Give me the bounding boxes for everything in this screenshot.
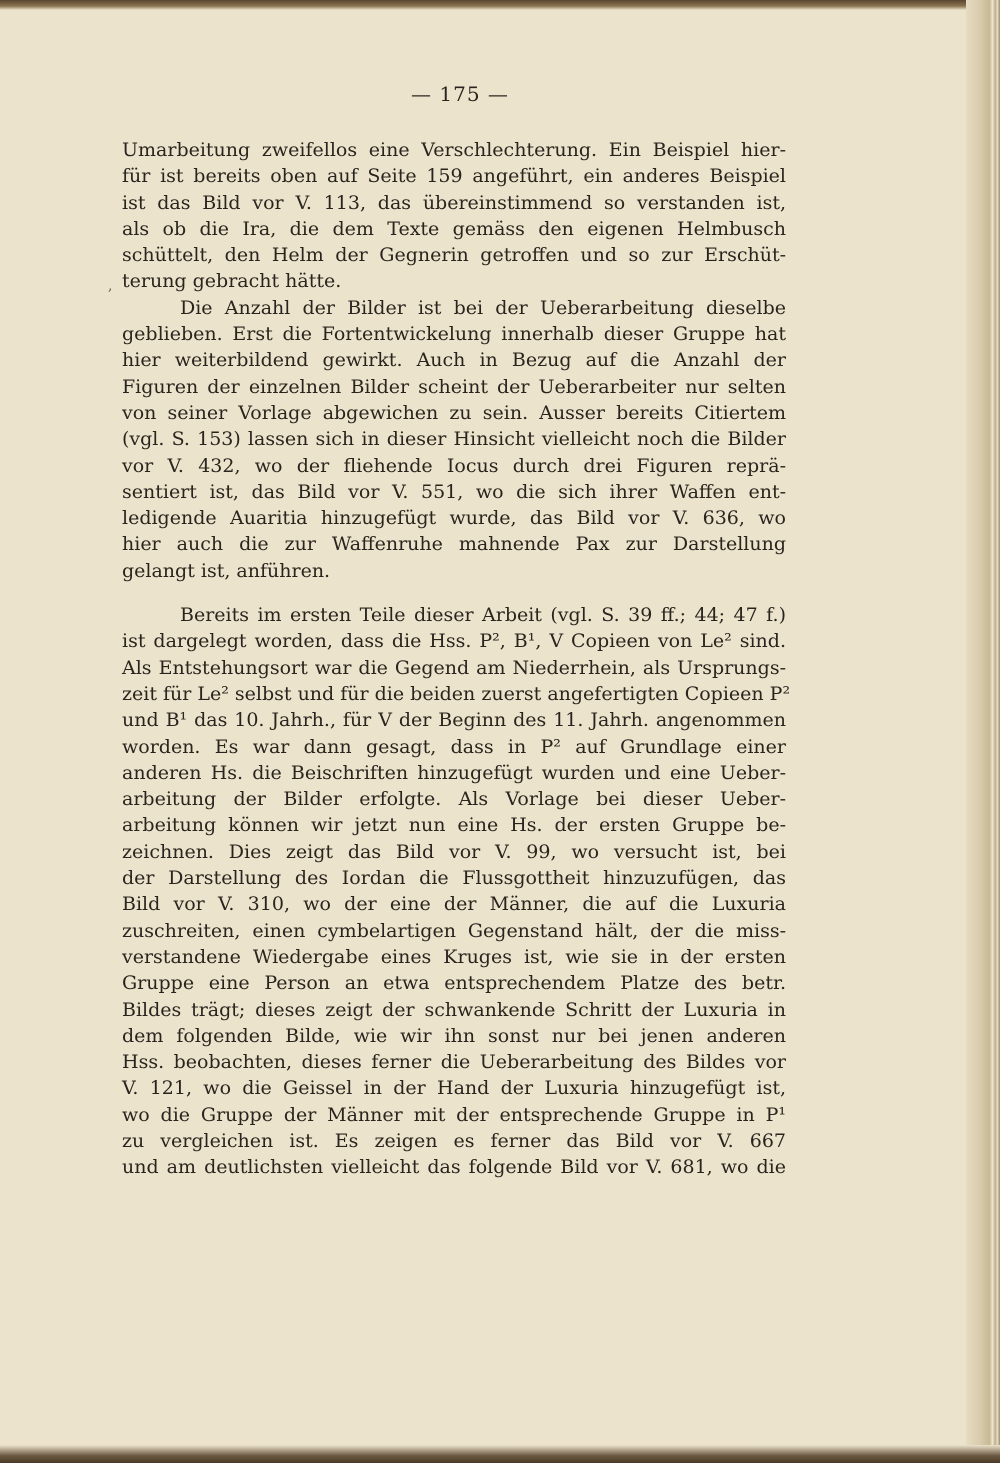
text-line: sentiert ist, das Bild vor V. 551, wo die sich ihrer Waffen ent- [122,480,786,503]
paragraph-gap [122,584,786,602]
text-line: schüttelt, den Helm der Gegnerin getroffen und so zur Erschüt- [122,244,786,267]
text-line: verstandene Wiedergabe eines Kruges ist, wie sie in der ersten [122,945,786,968]
page-number: — 175 — [411,82,509,106]
text-line: hier weiterbildend gewirkt. Auch in Bezug auf die Anzahl der [122,349,786,372]
text-line: (vgl. S. 153) lassen sich in dieser Hinsicht vielleicht noch die Bilder [122,428,786,451]
text-line: arbeitung können wir jetzt nun eine Hs. der ersten Gruppe be- [122,814,786,837]
text-line: für ist bereits oben auf Seite 159 angeführt, ein anderes Beispiel [122,165,786,188]
text-line: zeit für Le² selbst und für die beiden zuerst angefertigten Copieen P² [122,682,791,705]
text-line: Als Entstehungsort war die Gegend am Niederrhein, als Ursprungs- [122,656,786,679]
text-line: Umarbeitung zweifellos eine Verschlechterung. Ein Beispiel hier- [122,139,786,161]
margin-mark: , [108,278,113,294]
text-line: ist das Bild vor V. 113, das übereinstimmend so verstanden ist, [122,191,786,214]
page-bottom-edge [0,1445,1000,1463]
text-line: von seiner Vorlage abgewichen zu sein. Ausser bereits Citiertem [122,401,786,424]
text-line: worden. Es war dann gesagt, dass in P² auf Grundlage einer [122,735,786,758]
text-line: dem folgenden Bilde, wie wir ihn sonst nur bei jenen anderen [122,1024,786,1047]
text-line: Hss. beobachten, dieses ferner die Ueberarbeitung des Bildes vor [122,1051,786,1074]
text-line: terung gebracht hätte. [122,270,342,293]
text-line: geblieben. Erst die Fortentwickelung innerhalb dieser Gruppe hat [122,323,786,346]
text-line: der Darstellung des Iordan die Flussgottheit hinzuzufügen, das [122,867,786,890]
text-line: und am deutlichsten vielleicht das folgende Bild vor V. 681, wo die [122,1156,786,1179]
page-fore-edge [966,0,1000,1463]
text-line: Bild vor V. 310, wo der eine der Männer, die auf die Luxuria [122,893,786,916]
text-line: als ob die Ira, die dem Texte gemäss den eigenen Helmbusch [122,217,786,240]
text-line: zeichnen. Dies zeigt das Bild vor V. 99, wo versucht ist, bei [122,840,786,863]
text-line: hier auch die zur Waffenruhe mahnende Pax zur Darstellung [122,533,786,556]
text-line: gelangt ist, anführen. [122,559,331,582]
text-line: vor V. 432, wo der fliehende Iocus durch drei Figuren reprä- [122,454,786,477]
text-line: Figuren der einzelnen Bilder scheint der Ueberarbeiter nur selten [122,375,786,398]
text-line: ist dargelegt worden, dass die Hss. P², B¹, V Copieen von Le² sind. [122,630,786,653]
text-line: wo die Gruppe der Männer mit der entsprechende Gruppe in P¹ [122,1103,786,1126]
text-line: zu vergleichen ist. Es zeigen es ferner das Bild vor V. 667 [122,1129,786,1152]
text-line: und B¹ das 10. Jahrh., für V der Beginn des 11. Jahrh. angenommen [122,709,786,732]
text-line: arbeitung der Bilder erfolgte. Als Vorlage bei dieser Ueber- [122,788,786,811]
text-line: ledigende Auaritia hinzugefügt wurde, das Bild vor V. 636, wo [122,507,786,530]
text-line: anderen Hs. die Beischriften hinzugefügt wurden und eine Ueber- [122,761,786,784]
text-line: V. 121, wo die Geissel in der Hand der Luxuria hinzugefügt ist, [122,1077,786,1100]
text-line: Bereits im ersten Teile dieser Arbeit (vgl. S. 39 ff.; 44; 47 f.) [180,604,786,627]
page-top-edge [0,0,1000,10]
text-line: zuschreiten, einen cymbelartigen Gegenstand hält, der die miss- [122,919,786,942]
text-line: Bildes trägt; dieses zeigt der schwankende Schritt der Luxuria in [122,998,786,1021]
text-line: Die Anzahl der Bilder ist bei der Ueberarbeitung dieselbe [180,296,786,319]
text-line: Gruppe eine Person an etwa entsprechendem Platze des betr. [122,972,786,995]
body-text [122,137,791,1181]
